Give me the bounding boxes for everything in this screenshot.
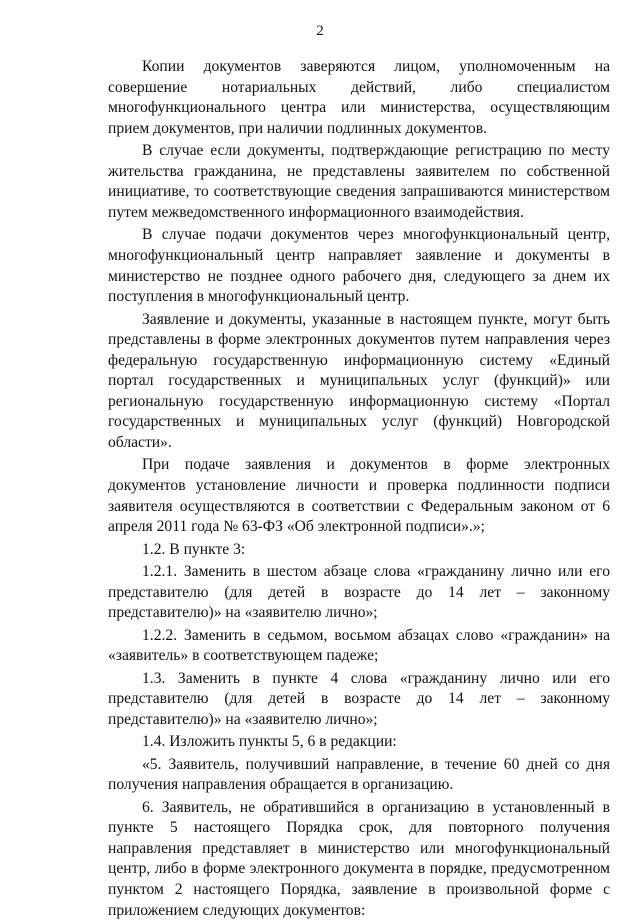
- paragraph-item-1-4: 1.4. Изложить пункты 5, 6 в редакции:: [142, 733, 397, 751]
- paragraph-registration-documents: В случае если документы, подтверждающие регистрацию по месту жительства гражданина, не представлены заявителем по собственной инициативе, то соответствующие сведения запрашиваются министерством путем межведомственного информационного взаимодействия.: [108, 142, 610, 221]
- paragraph-copies-certification: Копии документов заверяются лицом, уполномоченным на совершение нотариальных действий, либо специалистом многофункционального центра или министерства, осуществляющим прием документов, при наличии подлинных документов.: [108, 58, 610, 137]
- paragraph-item-1-3: 1.3. Заменить в пункте 4 слова «гражданину лично или его представителю (для детей в возрасте до 14 лет – законному представителю)» на «заявителю лично»;: [108, 669, 610, 728]
- paragraph-mfc-submission: В случае подачи документов через многофункциональный центр, многофункциональный центр направляет заявление и документы в министерство не позднее одного рабочего дня, следующего за днем их поступления в многофункциональный центр.: [108, 226, 610, 306]
- paragraph-item-6: 6. Заявитель, не обратившийся в организацию в установленный в пункте 5 настоящего Порядка срок, для повторного получения направления представляет в министерство или многофункциональный центр, либо в форме электронного документа в порядке, предусмотренном пунктом 2 настоящего Порядка, заявление в произвольной форме с приложением следующих документов:: [108, 798, 610, 919]
- page-number: 2: [316, 23, 324, 39]
- paragraph-electronic-submission: Заявление и документы, указанные в настоящем пункте, могут быть представлены в форме электронных документов путем направления через федеральную государственную информационную систему «Единый портал государственных и муниципальных услуг (функций)» или региональную государственную информационную систему «Портал государственных и муниципальных услуг (функций) Новгородской области».: [108, 310, 610, 452]
- paragraph-electronic-signature: При подаче заявления и документов в форме электронных документов установление личности и проверка подлинности подписи заявителя осуществляются в соответствии с Федеральным законом от 6 апреля 2011 года № 63-ФЗ «Об электронной подписи».»;: [108, 456, 610, 536]
- paragraph-item-1-2: 1.2. В пункте 3:: [142, 540, 246, 558]
- paragraph-item-1-2-1: 1.2.1. Заменить в шестом абзаце слова «гражданину лично или его представителю (для детей в возрасте до 14 лет – законному представителю)» на «заявителю лично»;: [108, 563, 610, 622]
- document-body: [108, 57, 610, 923]
- paragraph-item-1-2-2: 1.2.2. Заменить в седьмом, восьмом абзацах слово «гражданин» на «заявитель» в соответствующем падеже;: [108, 626, 610, 665]
- paragraph-item-5: «5. Заявитель, получивший направление, в течение 60 дней со дня получения направления обращается в организацию.: [108, 755, 610, 794]
